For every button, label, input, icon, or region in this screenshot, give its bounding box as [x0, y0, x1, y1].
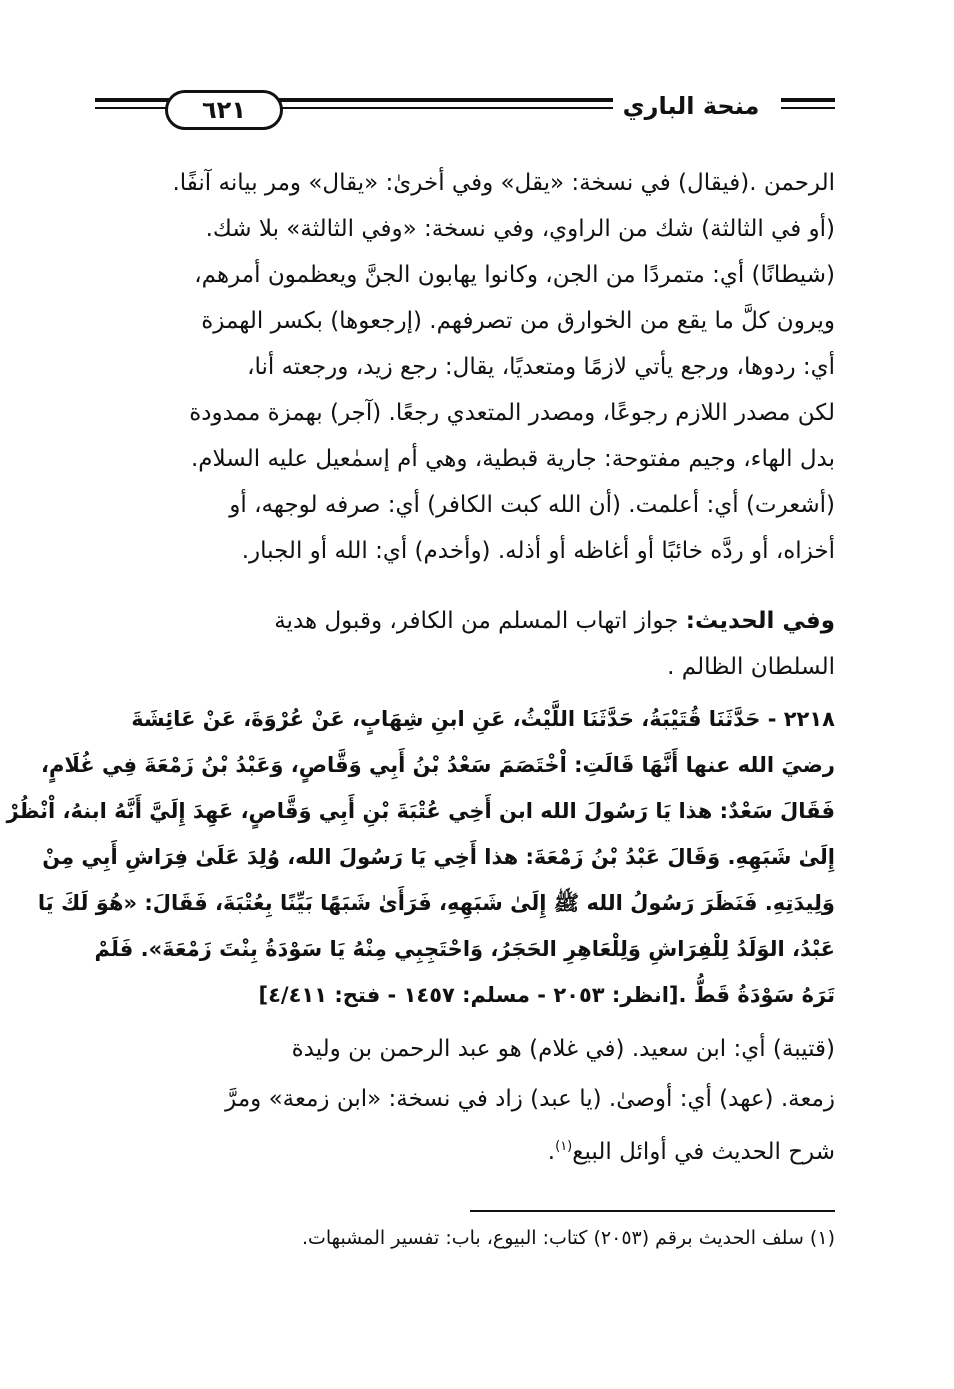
body-line: (أشعرت) أي: أعلمت. (أن الله كبت الكافر) أي: صرفه لوجهه، أو [229, 492, 835, 518]
hadith-line: تَرَهُ سَوْدَةُ قَطُّ .[انظر: ٢٠٥٣ - مسلم: ١٤٥٧ - فتح: ٤/٤١١] [258, 983, 835, 1007]
hadith-line: إِلَىٰ شَبَهِهِ. وَقَالَ عَبْدُ بْنُ زَمْعَةَ: هذا أَخِي يَا رَسُولَ الله، وُلِدَ عَلَىٰ فِرَاشِ أَبِي مِنْ [42, 845, 835, 869]
body-line: الرحمن .(فيقال) في نسخة: «يقل» وفي أخرىٰ: «يقال» ومر بيانه آنفًا. [172, 170, 835, 196]
page-number-badge [165, 90, 283, 130]
header-rule-right-thin [781, 107, 835, 109]
commentary-text: شرح الحديث في أوائل البيع [572, 1139, 835, 1165]
commentary-line: (قتيبة) أي: ابن سعيد. (في غلام) هو عبد الرحمن بن وليدة [291, 1036, 835, 1062]
header-rule-middle-thick [271, 98, 613, 102]
footnote-separator [470, 1210, 835, 1212]
body-line: (أو في الثالثة) شك من الراوي، وفي نسخة: «وفي الثالثة» بلا شك. [205, 216, 835, 242]
lesson-label: وفي الحديث: [685, 608, 835, 634]
body-line: لكن مصدر اللازم رجوعًا، ومصدر المتعدي رجعًا. (آجر) بهمزة ممدودة [189, 400, 835, 426]
header-rule-middle-thin [271, 107, 613, 109]
commentary-period: . [547, 1139, 556, 1165]
hadith-line: رضيَ الله عنها أَنَّهَا قَالَتِ: اْخْتَصَمَ سَعْدُ بْنُ أَبِي وَقَّاصٍ، وَعَبْدُ بْنُ زَمْعَةَ فِي غُلَامٍ، [41, 753, 835, 777]
hadith-line: عَبْدُ، الوَلَدُ لِلْفِرَاشِ وَلِلْعَاهِرِ الحَجَرُ، وَاحْتَجِبِي مِنْهُ يَا سَوْدَةُ بِنْتَ زَمْعَةَ». فَلَمْ [94, 937, 835, 961]
footnote-text: (١) سلف الحديث برقم (٢٠٥٣) كتاب: البيوع، باب: تفسير المشبهات. [301, 1227, 835, 1249]
commentary-line: زمعة. (عهد) أي: أوصىٰ. (يا عبد) زاد في نسخة: «ابن زمعة» ومرَّ [225, 1086, 835, 1112]
lesson-line [90, 598, 835, 644]
hadith-line: ٢٢١٨ - حَدَّثَنَا قُتَيْبَةُ، حَدَّثَنَا اللَّيْثُ، عَنِ ابنِ شِهَابٍ، عَنْ عُرْوَةَ، عَنْ عَائِشَةَ [131, 707, 835, 731]
page-header [95, 78, 835, 136]
body-line: أي: ردوها، ورجع يأتي لازمًا ومتعديًا، يقال: رجع زيد، ورجعته أنا، [247, 354, 835, 380]
running-title: منحة الباري [622, 92, 760, 120]
header-rule-left-thin [95, 107, 175, 109]
header-rule-right-thick [781, 98, 835, 102]
lesson-line: السلطان الظالم . [667, 654, 835, 680]
lesson-text: جواز اتهاب المسلم من الكافر، وقبول هدية [274, 608, 686, 634]
footnote-marker[interactable]: (١) [555, 1139, 573, 1154]
hadith-line: فَقَالَ سَعْدٌ: هذا يَا رَسُولَ الله ابن أَخِي عُتْبَةَ بْنِ أَبِي وَقَّاصٍ، عَهِدَ إِلَيَّ أَنَّهُ ابنهُ، اْنْظُرْ [6, 799, 835, 823]
body-line: ويرون كلَّ ما يقع من الخوارق من تصرفهم. (إرجعوها) بكسر الهمزة [201, 308, 835, 334]
header-rule-left-thick [95, 98, 175, 102]
hadith-line: وَلِيدَتِهِ. فَنَظَرَ رَسُولُ الله ﷺ إِلَىٰ شَبَهِهِ، فَرَأَىٰ شَبَهًا بَيِّنًا بِعُتْبَةَ، فَقَالَ: «هُوَ لَكَ يَا [37, 891, 835, 915]
body-line: أخزاه، أو ردَّه خائبًا أو أغاظه أو أذله. (وأخدم) أي: الله أو الجبار. [241, 538, 835, 564]
body-line: بدل الهاء، وجيم مفتوحة: جارية قبطية، وهي أم إسمٰعيل عليه السلام. [191, 446, 835, 472]
body-line: (شيطانًا) أي: متمردًا من الجن، وكانوا يهابون الجنَّ ويعظمون أمرهم، [194, 262, 835, 288]
commentary-line [90, 1124, 835, 1170]
page-number: ٦٢١ [202, 96, 246, 124]
